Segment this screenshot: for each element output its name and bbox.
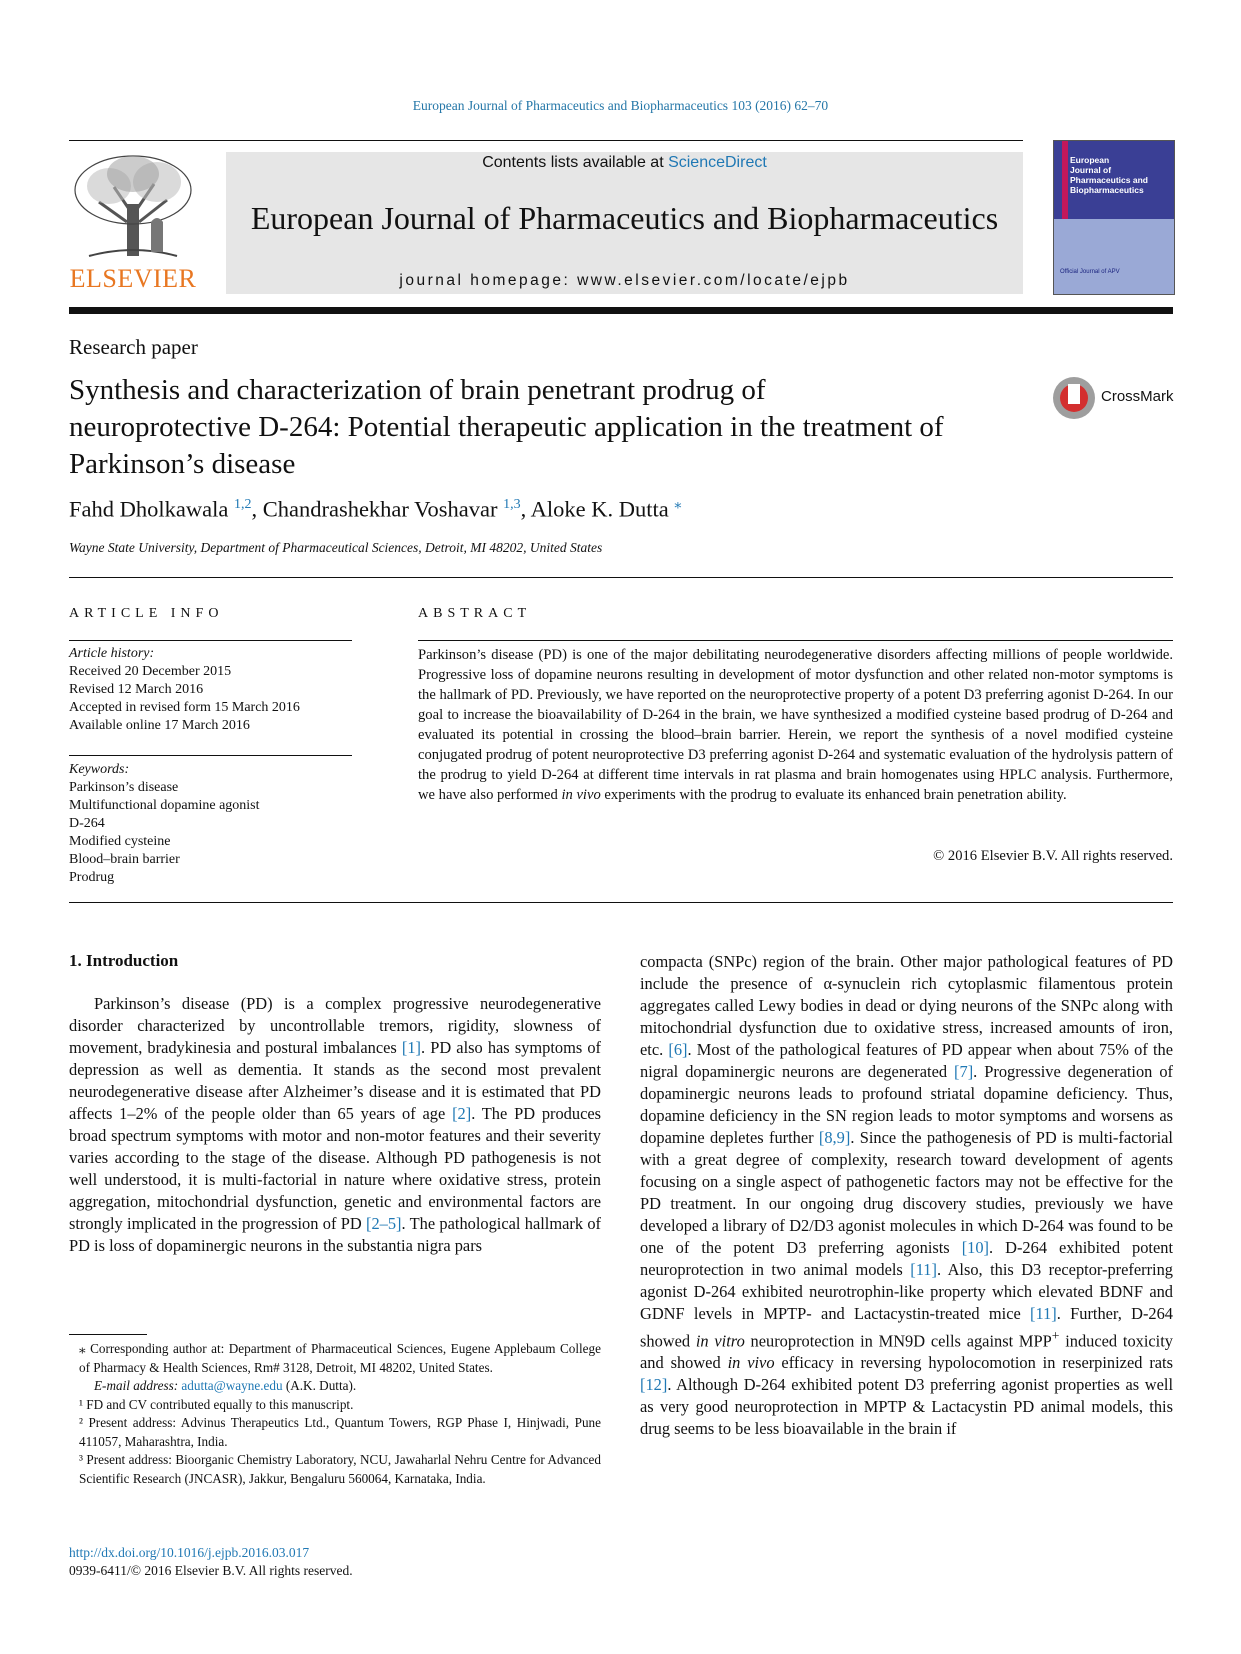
keyword: Blood–brain barrier <box>69 852 180 867</box>
header-thick-rule <box>69 307 1173 314</box>
sciencedirect-link[interactable]: ScienceDirect <box>668 154 767 171</box>
citation-link[interactable]: [7] <box>954 1062 974 1081</box>
header-rule <box>69 140 1023 141</box>
crossmark-badge[interactable] <box>1053 377 1173 421</box>
elsevier-logo[interactable] <box>69 152 197 294</box>
body-text: . PD also has symptoms of depression as well as dementia. It stands as the second most prevalent neurodegenerative disease after Alzheimer’s disease and it is estimated that PD affects 1–2% of the people older than 65 years of age <box>69 1038 601 1123</box>
abstract-heading: ABSTRACT <box>418 606 532 621</box>
author-list: Fahd Dholkawala $^{1,2}$, Chandrashekhar Voshavar $^{1,3}$, Aloke K. Dutta ⁎ <box>69 496 682 522</box>
citation-link[interactable]: [1] <box>401 1038 421 1057</box>
italic-term: in vitro <box>695 1331 745 1351</box>
body-text: compacta (SNPc) region of the brain. Other major pathological features of PD include the presence of α-synuclein rich cytoplasmic filamentous protein aggregates called Lewy bodies in dead or dying neurons of the SNPc along with mitochondrial dysfunction due to oxidative stress, increased amounts of iron, etc. <box>640 952 1173 1059</box>
italic-term: in vivo <box>727 1353 775 1373</box>
email-link[interactable]: adutta@wayne.edu <box>181 1378 283 1393</box>
article-type: Research paper <box>69 335 198 359</box>
article-title: Synthesis and characterization of brain penetrant prodrug of neuroprotective D-264: Potential therapeutic application in the treatment of Parkinson’s disease <box>69 374 944 480</box>
footnote-rule <box>69 1334 147 1335</box>
history-item: Accepted in revised form 15 March 2016 <box>69 700 300 715</box>
email-footnote: E-mail address: adutta@wayne.edu (A.K. Dutta). <box>94 1378 357 1393</box>
keywords-label: Keywords: <box>69 762 130 777</box>
body-text: . D-264 exhibited potent neuroprotection in two animal models <box>640 1238 1174 1279</box>
citation-link[interactable]: [11] <box>1030 1304 1057 1323</box>
divider <box>69 640 352 641</box>
cover-footer: Official Journal of APV <box>1060 269 1120 275</box>
article-info-heading: ARTICLE INFO <box>69 606 224 621</box>
crossmark-label: CrossMark <box>1101 388 1174 405</box>
superscript: + <box>1051 1328 1060 1343</box>
citation-link[interactable]: [8,9] <box>818 1128 851 1147</box>
journal-homepage[interactable]: journal homepage: www.elsevier.com/locate/ejpb <box>399 272 850 289</box>
author-affiliation-ref[interactable]: 1,3 <box>503 497 521 512</box>
footnote-3: ³ Present address: Bioorganic Chemistry Laboratory, NCU, Jawaharlal Nehru Centre for Advanced Scientific Research (JNCASR), Jakkur, Bengaluru 560064, Karnataka, India. <box>79 1452 601 1486</box>
publisher-wordmark: ELSEVIER <box>69 264 197 293</box>
body-text: . Most of the pathological features of PD appear when about 75% of the nigral dopaminergic neurons are degenerated <box>640 1040 1173 1081</box>
elsevier-tree-icon <box>69 152 197 264</box>
divider <box>69 755 352 756</box>
keyword: Prodrug <box>69 870 115 885</box>
citation-link[interactable]: [6] <box>668 1040 688 1059</box>
history-item: Received 20 December 2015 <box>69 664 232 679</box>
divider <box>69 902 1173 903</box>
body-text: . Although D-264 exhibited potent D3 preferring agonist properties as well as very good neuroprotection in MPTP & Lactacystin PD animal models, this drug seems to be less bioavailable in the brain if <box>640 1375 1173 1439</box>
issn-line: 0939-6411/© 2016 Elsevier B.V. All rights reserved. <box>69 1563 353 1578</box>
keyword: D-264 <box>69 816 105 831</box>
divider <box>69 577 1173 578</box>
author-affiliation-ref[interactable]: 1,2 <box>233 497 252 512</box>
intro-column-right <box>640 951 1173 1440</box>
body-text: neuroprotection in MN9D cells against MPP <box>744 1331 1052 1351</box>
history-item: Available online 17 March 2016 <box>69 718 250 733</box>
journal-citation[interactable]: European Journal of Pharmaceutics and Biopharmaceutics 103 (2016) 62–70 <box>412 98 829 113</box>
doi-link[interactable]: http://dx.doi.org/10.1016/j.ejpb.2016.03.017 <box>69 1545 310 1560</box>
corresponding-author-ref[interactable]: ⁎ <box>674 497 682 512</box>
author-name: Chandrashekhar Voshavar <box>262 496 498 522</box>
author-name: Fahd Dholkawala <box>69 496 229 522</box>
journal-name: European Journal of Pharmaceutics and Biopharmaceutics <box>250 200 999 236</box>
author-name: Aloke K. Dutta <box>530 496 669 522</box>
section-heading: 1. Introduction <box>69 951 179 970</box>
citation-link[interactable]: [2–5] <box>366 1214 402 1233</box>
doi-block <box>69 1544 353 1580</box>
journal-cover[interactable] <box>1053 140 1175 295</box>
body-text: . The pathological hallmark of PD is loss of dopaminergic neurons in the substantia nigra pars <box>69 1214 601 1255</box>
article-history <box>69 645 352 735</box>
body-text: . Progressive degeneration of dopaminergic neurons leads to profound striatal dopamine deficiency. Thus, dopamine deficiency in the SN region leads to motor symptoms and worsens as dopamine depletes further <box>640 1062 1173 1147</box>
body-text: efficacy in reversing hypolocomotion in reserpinized rats <box>774 1353 1173 1373</box>
abstract-copyright: © 2016 Elsevier B.V. All rights reserved. <box>933 848 1173 864</box>
contents-prefix: Contents lists available at <box>482 154 669 171</box>
journal-banner <box>226 152 1023 294</box>
body-text: . Further, D-264 showed <box>640 1304 1174 1351</box>
citation-link[interactable]: [11] <box>910 1260 937 1279</box>
abstract-text: Parkinson’s disease (PD) is one of the major debilitating neurodegenerative disorders affecting millions of people worldwide. Progressive loss of dopamine neurons resulting in development of motor dysfunction and other related non-motor symptoms is the hallmark of PD. Previously, we have reported on the neuroprotective property of a potent D3 preferring agonist D-264. In our goal to increase the bioavailability of D-264 in the brain, we have synthesized a modified cysteine based prodrug of D-264 and evaluated its potential in crossing the blood–brain barrier. Herein, we report the synthesis of a novel modified cysteine conjugated prodrug of potent neuroprotective D3 preferring agonist D-264 and systematic evaluation of the hydrolysis pattern of the prodrug to yield D-264 at different time intervals in rat plasma and brain homogenates using HPLC analysis. Furthermore, we have also performed in vivo experiments with the prodrug to evaluate its enhanced brain penetration ability. <box>418 647 1173 803</box>
history-item: Revised 12 March 2016 <box>69 682 204 697</box>
keyword: Modified cysteine <box>69 834 171 849</box>
keyword: Multifunctional dopamine agonist <box>69 798 260 813</box>
citation-link[interactable]: [12] <box>640 1375 668 1395</box>
keywords <box>69 761 352 887</box>
footnote-1: ¹ FD and CV contributed equally to this manuscript. <box>79 1396 354 1412</box>
body-text: Parkinson’s disease (PD) is a complex progressive neurodegenerative disorder characterized by uncontrollable tremors, rigidity, slowness of movement, bradykinesia and postural imbalances <box>69 994 601 1057</box>
citation-link[interactable]: [2] <box>452 1104 472 1123</box>
footnote-2: ² Present address: Advinus Therapeutics Ltd., Quantum Towers, RGP Phase I, Hinjwadi, Pune 411057, Maharashtra, India. <box>79 1415 601 1449</box>
body-text: . Since the pathogenesis of PD is multi-factorial with a great degree of complexity, research toward development of agents focusing on a single aspect of pathogenetic factors may not be effective for the PD treatment. In our ongoing drug discovery studies, previously we have developed a library of D2/D3 agonist molecules in which D-264 was found to be one of the potent D3 preferring agonists <box>640 1128 1173 1257</box>
body-text: induced toxicity and showed <box>640 1331 1173 1373</box>
crossmark-icon <box>1053 377 1095 419</box>
cover-stripe <box>1062 141 1068 219</box>
corresponding-footnote: ⁎ Corresponding author at: Department of Pharmaceutical Sciences, Eugene Applebaum College of Pharmacy & Health Sciences, Rm# 3128, Detroit, MI 48202, United States. <box>79 1341 601 1375</box>
history-label: Article history: <box>69 646 155 661</box>
citation-link[interactable]: [10] <box>961 1238 990 1257</box>
keyword: Parkinson’s disease <box>69 780 179 795</box>
contents-line <box>226 154 1023 172</box>
divider <box>418 640 1173 641</box>
intro-column-left <box>69 993 601 1257</box>
body-text: . Also, this D3 receptor-preferring agonist D-264 exhibited neurotrophin-like property which elevated BDNF and GDNF levels in MPTP- and Lactacystin-treated mice <box>640 1260 1174 1323</box>
affiliation: Wayne State University, Department of Pharmaceutical Sciences, Detroit, MI 48202, United States <box>69 540 603 555</box>
body-text: . The PD produces broad spectrum symptoms with motor and non-motor features and their severity varies according to the stage of the disease. Although PD pathogenesis is not well understood, it is multi-factorial in nature where oxidative stress, protein aggregation, mitochondrial dysfunction, genetic and environmental factors are strongly implicated in the progression of PD <box>69 1104 601 1233</box>
cover-title: European Journal of Pharmaceutics and Biopharmaceutics <box>1070 155 1148 195</box>
footnotes <box>69 1340 601 1488</box>
